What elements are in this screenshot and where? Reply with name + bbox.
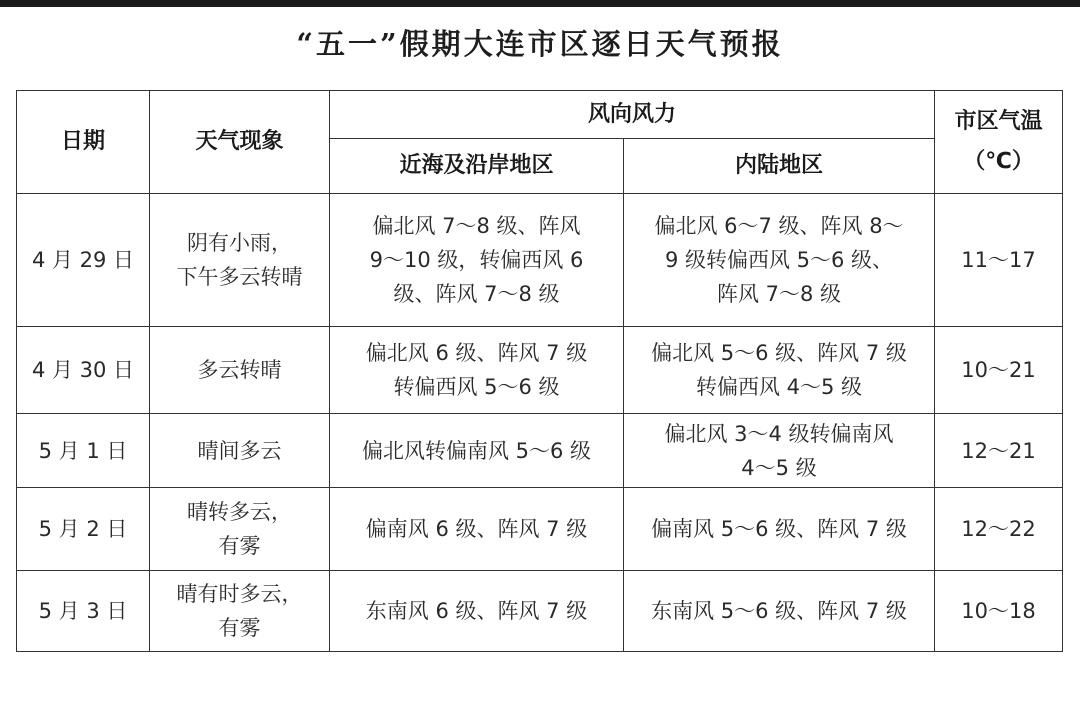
cell-coastal (330, 571, 624, 652)
cell-inland (624, 194, 935, 327)
header-weather: 天气现象 (150, 91, 330, 194)
table-row (17, 488, 1063, 571)
cell-date: 5 月 1 日 (17, 414, 150, 488)
cell-weather-line: 多云转晴 (197, 358, 282, 382)
cell-weather (150, 194, 330, 327)
header-row-1 (17, 91, 1063, 139)
cell-inland-line: 9 级转偏西风 5～6 级、 (664, 248, 894, 272)
header-coastal: 近海及沿岸地区 (330, 139, 624, 194)
cell-coastal-line: 转偏西风 5～6 级 (393, 375, 560, 399)
cell-inland (624, 571, 935, 652)
header-date: 日期 (17, 91, 150, 194)
table-row (17, 414, 1063, 488)
cell-weather-line: 有雾 (218, 534, 261, 558)
cell-weather (150, 327, 330, 414)
cell-coastal-line: 9～10 级，转偏西风 6 (369, 248, 584, 272)
cell-weather (150, 488, 330, 571)
cell-coastal (330, 488, 624, 571)
cell-coastal-line: 偏南风 6 级、阵风 7 级 (365, 517, 588, 541)
cell-inland-line: 偏北风 3～4 级转偏南风 (664, 421, 894, 446)
header-wind: 风向风力 (330, 91, 935, 139)
cell-inland-line: 4～5 级 (741, 455, 817, 480)
cell-temp: 10～18 (935, 571, 1063, 652)
top-border-bar (0, 0, 1080, 7)
cell-inland-line: 转偏西风 4～5 级 (695, 375, 863, 399)
forecast-table (16, 90, 1063, 652)
cell-weather-line: 下午多云转晴 (176, 265, 303, 289)
cell-temp: 12～21 (935, 414, 1063, 488)
cell-weather-line: 晴间多云 (197, 438, 282, 463)
cell-temp: 12～22 (935, 488, 1063, 571)
cell-coastal (330, 327, 624, 414)
cell-weather-line: 晴转多云， (187, 500, 292, 524)
cell-inland-line: 阵风 7～8 级 (716, 282, 842, 306)
cell-inland-line: 偏北风 6～7 级、阵风 8～ (654, 214, 904, 238)
header-inland: 内陆地区 (624, 139, 935, 194)
cell-date: 5 月 3 日 (17, 571, 150, 652)
header-temp-line1: 市区气温 (954, 109, 1043, 134)
cell-coastal (330, 414, 624, 488)
cell-date: 5 月 2 日 (17, 488, 150, 571)
cell-coastal (330, 194, 624, 327)
cell-coastal-line: 偏北风转偏南风 5～6 级 (361, 438, 592, 463)
cell-temp: 11～17 (935, 194, 1063, 327)
cell-inland (624, 488, 935, 571)
cell-temp: 10～21 (935, 327, 1063, 414)
cell-coastal-line: 东南风 6 级、阵风 7 级 (365, 599, 588, 623)
cell-inland (624, 327, 935, 414)
page-title: “五一”假期大连市区逐日天气预报 (296, 27, 784, 61)
cell-weather-line: 有雾 (218, 616, 261, 640)
cell-inland-line: 偏北风 5～6 级、阵风 7 级 (651, 341, 907, 365)
cell-coastal-line: 级、阵风 7～8 级 (393, 282, 560, 306)
cell-weather (150, 414, 330, 488)
header-temp-line2: （℃） (963, 149, 1034, 174)
header-temp (935, 91, 1063, 194)
cell-coastal-line: 偏北风 7～8 级、阵风 (372, 214, 581, 238)
cell-weather (150, 571, 330, 652)
cell-inland (624, 414, 935, 488)
table-row (17, 194, 1063, 327)
cell-date: 4 月 29 日 (17, 194, 150, 327)
cell-coastal-line: 偏北风 6 级、阵风 7 级 (365, 341, 588, 365)
cell-inland-line: 东南风 5～6 级、阵风 7 级 (651, 599, 907, 623)
cell-inland-line: 偏南风 5～6 级、阵风 7 级 (651, 517, 907, 541)
table-row (17, 571, 1063, 652)
cell-date: 4 月 30 日 (17, 327, 150, 414)
table-row (17, 327, 1063, 414)
cell-weather-line: 晴有时多云， (176, 582, 303, 606)
cell-weather-line: 阴有小雨， (187, 231, 292, 255)
